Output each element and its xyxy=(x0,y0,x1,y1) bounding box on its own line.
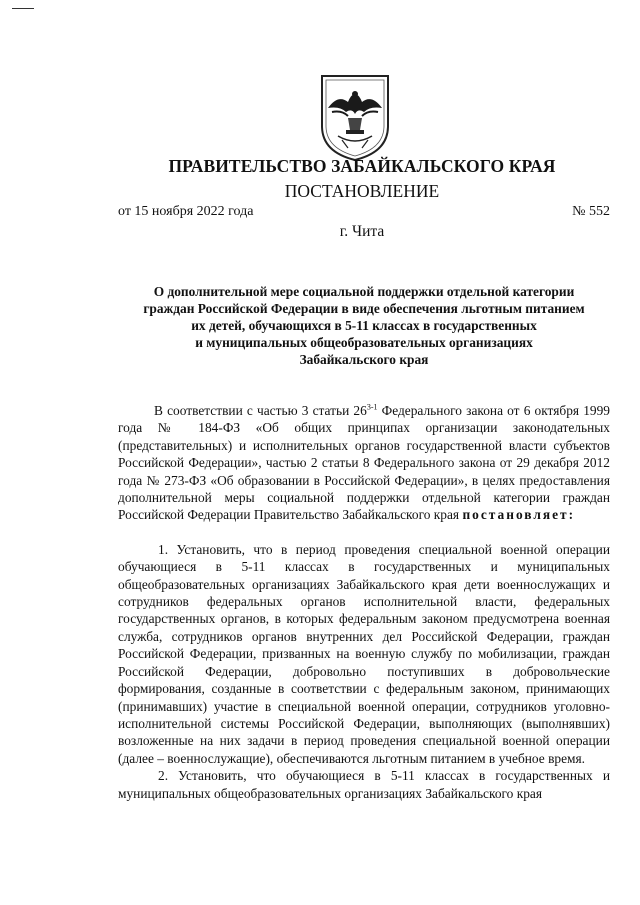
item-1-paragraph: 1. Установить, что в период проведения специальной военной операции обучающиеся в 5-11 классах в государственных и муниципальных общеобразовательных организациях Забайкальского края дети военнослужащих и сотрудников федеральных органов исполнительной власти, федеральных государственных органов, в которых федеральным законом предусмотрена военная служба, сотрудников органов внутренних дел Российской Федерации, граждан Российской Федерации, призванных на военную службу по мобилизации, граждан Российской Федерации, добровольно поступивших в добровольческие формирования, созданные в соответствии с федеральным законом, принимающих (принимавших) участие в специальной военной операции, сотрудников уголовно-исполнительной системы Российской Федерации, выполняющих (выполнявших) возложенные на них задачи в период проведения специальной военной операции (далее – военнослужащие), обеспечиваются льготным питанием в учебное время. xyxy=(118,541,610,766)
top-corner-rule xyxy=(12,8,34,9)
document-date: от 15 ноября 2022 года xyxy=(118,204,254,219)
resolves-word: постановляет: xyxy=(462,507,576,523)
document-city: г. Чита xyxy=(339,223,385,240)
government-title: ПРАВИТЕЛЬСТВО ЗАБАЙКАЛЬСКОГО КРАЯ xyxy=(168,156,556,176)
document-type: ПОСТАНОВЛЕНИЕ xyxy=(284,181,440,201)
item-2-paragraph: 2. Установить, что обучающиеся в 5-11 классах в государственных и муниципальных общеобразовательных организациях Забайкальского края xyxy=(118,768,610,801)
heading-line: Забайкальского края xyxy=(299,352,429,367)
preamble-paragraph xyxy=(118,402,610,524)
article-superscript: 3-1 xyxy=(366,402,378,412)
document-body xyxy=(118,402,610,802)
coat-of-arms-emblem xyxy=(318,72,392,162)
paragraph-gap xyxy=(118,524,610,541)
document-heading xyxy=(118,283,610,368)
heading-line: граждан Российской Федерации в виде обеспечения льготным питанием xyxy=(143,301,585,316)
preamble-text-end: Федерального закона от 6 октября 1999 года № 184-ФЗ «Об общих принципах организации законодательных (представительных) и исполнительных органов государственной власти субъектов Российской Федерации», частью 2 статьи 8 Федерального закона от 29 декабря 2012 года № 273-ФЗ «Об образовании в Российской Федерации», в целях предоставления дополнительной меры социальной поддержки отдельной категории граждан Российской Федерации Правительство Забайкальского края xyxy=(118,403,610,523)
heading-line: и муниципальных общеобразовательных организациях xyxy=(195,335,533,350)
eagle-shield-icon xyxy=(318,72,392,162)
preamble-text-start: В соответствии с частью 3 статьи 26 xyxy=(154,403,367,418)
document-number: № 552 xyxy=(572,204,610,219)
heading-line: О дополнительной мере социальной поддержки отдельной категории xyxy=(153,284,575,299)
heading-line: их детей, обучающихся в 5-11 классах в государственных xyxy=(191,318,537,333)
